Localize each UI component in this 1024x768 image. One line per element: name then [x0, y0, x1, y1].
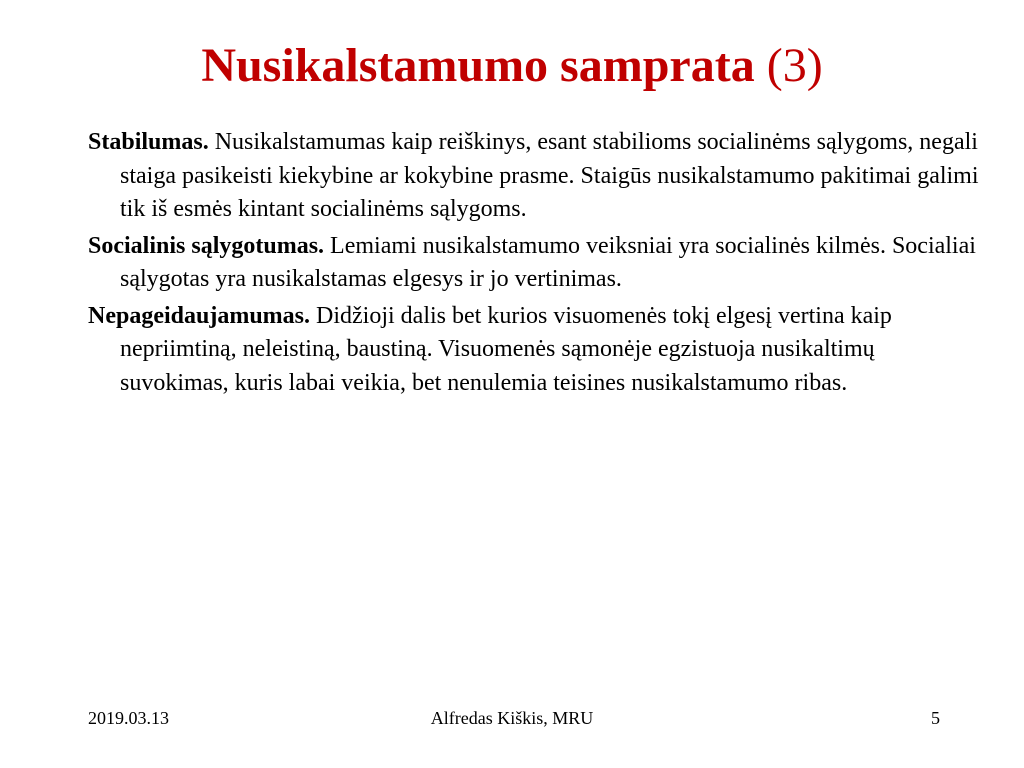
paragraph-text: Didžioji dalis bet kurios visuomenės tokį elgesį vertina kaip nepriimtiną, neleistiną, baustiną. Visuomenės sąmonėje egzistuoja nusikaltimų suvokimas, kuris labai veikia, bet nenulemia teisines nusikalstamumo ribas.	[120, 302, 892, 396]
slide-title-main: Nusikalstamumo samprata	[201, 39, 755, 92]
paragraph-term: Socialinis sąlygotumas.	[88, 232, 325, 259]
footer-author: Alfredas Kiškis, MRU	[430, 708, 594, 728]
footer-date: 2019.03.13	[88, 708, 169, 728]
paragraph-term: Nepageidaujamumas.	[88, 302, 311, 329]
paragraph-term: Stabilumas.	[88, 129, 209, 155]
paragraph-stabilumas	[88, 126, 988, 227]
paragraph-text: Lemiami nusikalstamumo veiksniai yra socialinės kilmės. Socialiai sąlygotas yra nusikalstamas elgesys ir jo vertinimas.	[120, 232, 976, 292]
slide-body	[88, 126, 988, 403]
paragraph-nepageidaujamumas	[88, 300, 988, 401]
footer-page-number: 5	[931, 708, 940, 728]
paragraph-socialinis-salygotumas	[88, 230, 988, 297]
slide-title	[0, 36, 1024, 96]
paragraph-text: Nusikalstamumas kaip reiškinys, esant stabilioms socialinėms sąlygoms, negali staiga pasikeisti kiekybine ar kokybine prasme. Staigūs nusikalstamumo pakitimai galimi tik iš esmės kintant socialinėms sąlygoms.	[120, 129, 979, 222]
slide-title-number: (3)	[766, 39, 823, 92]
